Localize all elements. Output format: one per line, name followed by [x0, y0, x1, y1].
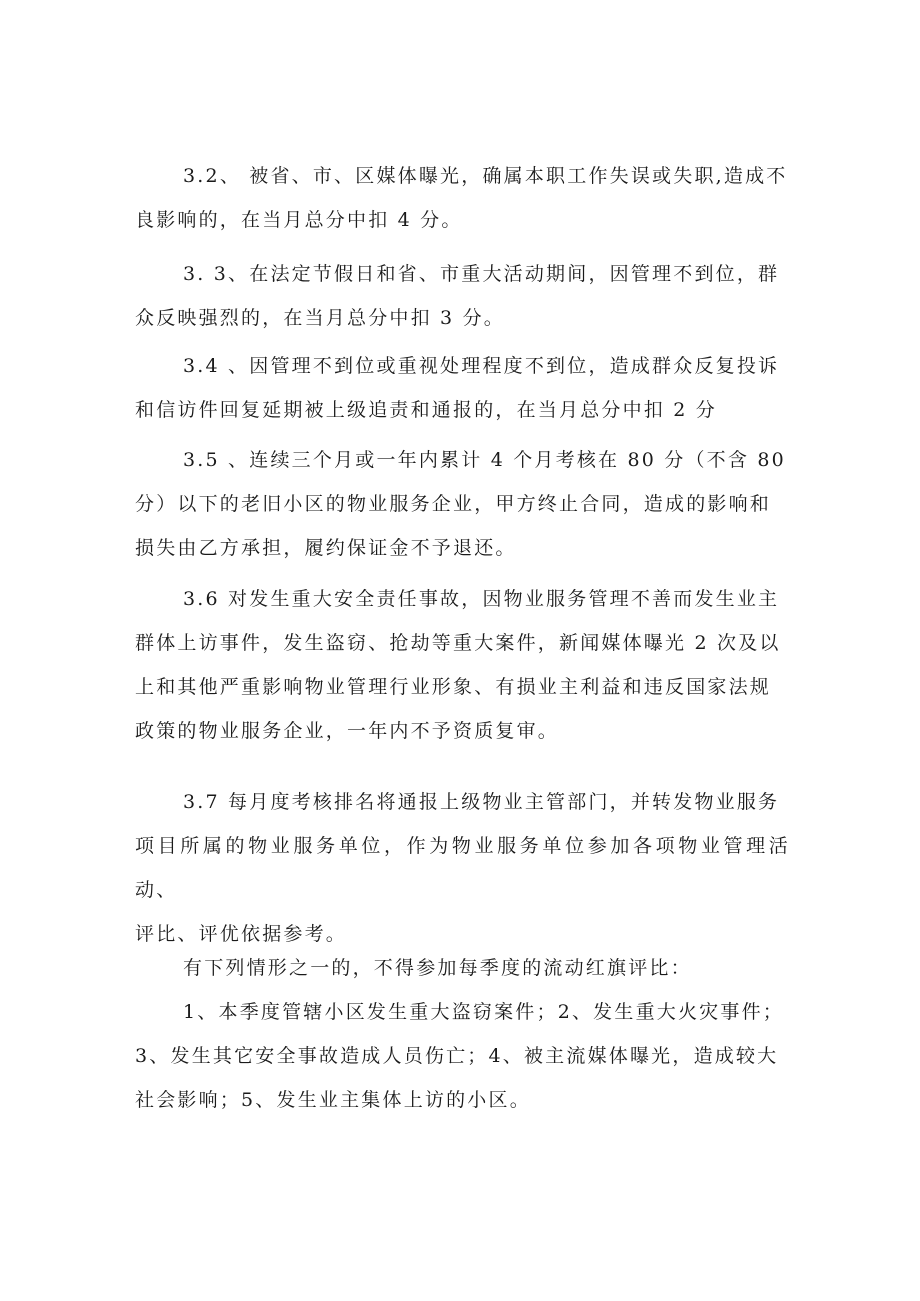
- text-line: 良影响的，在当月总分中扣 4 分。: [135, 209, 463, 231]
- text-line: 3、发生其它安全事故造成人员伤亡；4、被主流媒体曝光，造成较大: [135, 1045, 779, 1067]
- text-line: 3.4 、因管理不到位或重视处理程度不到位，造成群众反复投诉: [183, 355, 780, 377]
- paragraph-red-flag-conditions: [135, 990, 790, 1122]
- text-line: 分）以下的老旧小区的物业服务企业，甲方终止合同，造成的影响和: [135, 493, 772, 515]
- text-line: 3.7 每月度考核排名将通报上级物业主管部门，并转发物业服务: [183, 791, 780, 813]
- text-line: 和信访件回复延期被上级追责和通报的，在当月总分中扣 2 分: [135, 399, 717, 421]
- text-line: 有下列情形之一的，不得参加每季度的流动红旗评比：: [183, 957, 692, 979]
- paragraph-3-4: [135, 344, 790, 432]
- text-line: 评比、评优依据参考。: [135, 923, 348, 945]
- text-line: 1、本季度管辖小区发生重大盗窃案件；2、发生重大火灾事件；: [183, 1001, 784, 1023]
- paragraph-3-5: [135, 438, 790, 570]
- text-line: 3.2、 被省、市、区媒体曝光，确属本职工作失误或失职,造成不: [183, 165, 788, 187]
- text-line: 3. 3、在法定节假日和省、市重大活动期间，因管理不到位，群: [183, 263, 780, 285]
- text-line: 项目所属的物业服务单位，作为物业服务单位参加各项物业管理活动、: [135, 835, 790, 901]
- text-line: 政策的物业服务企业，一年内不予资质复审。: [135, 720, 560, 742]
- text-line: 3.5 、连续三个月或一年内累计 4 个月考核在 80 分（不含 80: [183, 449, 786, 471]
- text-line: 社会影响；5、发生业主集体上访的小区。: [135, 1089, 531, 1111]
- text-line: 损失由乙方承担，履约保证金不予退还。: [135, 537, 517, 559]
- text-line: 上和其他严重影响物业管理行业形象、有损业主利益和违反国家法规: [135, 676, 772, 698]
- text-line: 群体上访事件，发生盗窃、抢劫等重大案件，新闻媒体曝光 2 次及以: [135, 632, 781, 654]
- paragraph-3-7: [135, 780, 790, 956]
- paragraph-3-2: [135, 154, 790, 242]
- text-line: 3.6 对发生重大安全责任事故，因物业服务管理不善而发生业主: [183, 588, 780, 610]
- paragraph-3-3: [135, 252, 790, 340]
- paragraph-red-flag-intro: [135, 946, 790, 990]
- paragraph-3-6: [135, 577, 790, 753]
- text-line: 众反映强烈的，在当月总分中扣 3 分。: [135, 307, 505, 329]
